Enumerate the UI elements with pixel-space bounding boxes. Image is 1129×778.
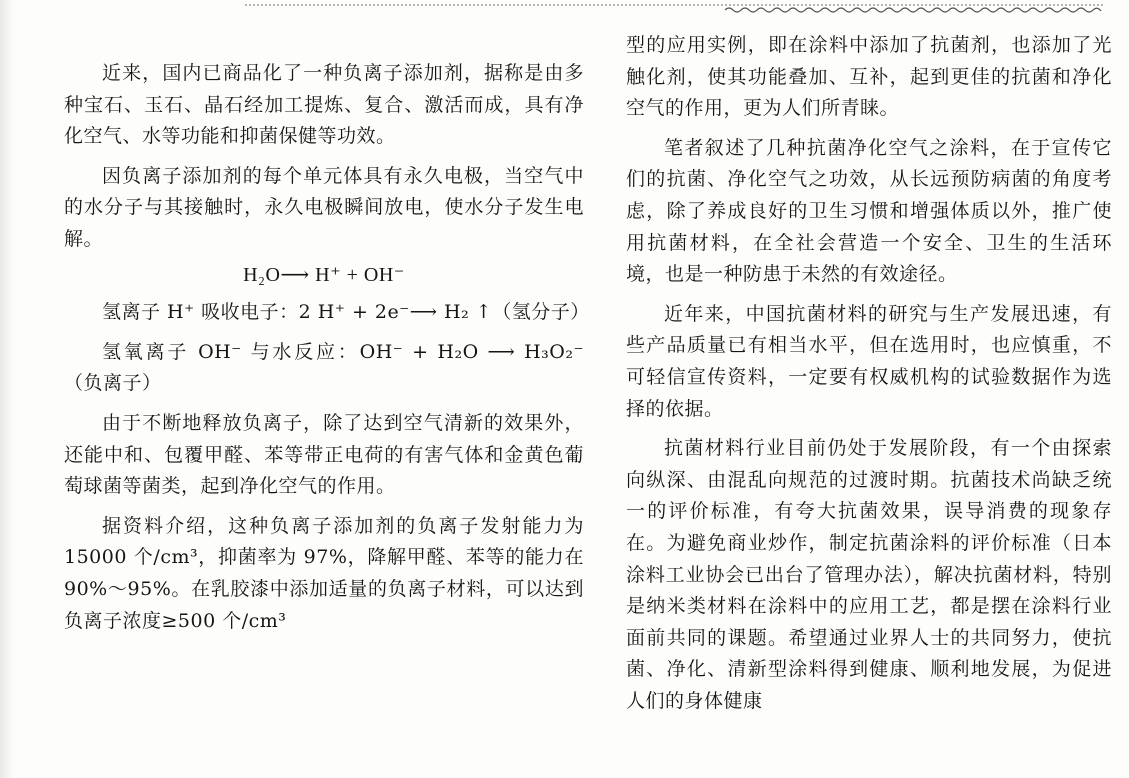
left-paragraph-4: 据资料介绍，这种负离子添加剂的负离子发射能力为 15000 个/cm³，抑菌率为 97%，降解甲醛、苯等的能力在 90%～95%。在乳胶漆中添加适量的负离子材料，可以达到负离子浓度≥500 个/cm³ — [64, 514, 584, 632]
left-paragraph-1: 近来，国内已商品化了一种负离子添加剂，据称是由多种宝石、玉石、晶石经加工提炼、复合、激活而成，具有净化空气、水等功能和抑菌保健等功效。 — [64, 62, 584, 148]
left-text-column — [64, 58, 590, 637]
left-paragraph-hydrogen-ion: 氢离子 H⁺ 吸收电子：2 H⁺ + 2e⁻⟶ H₂ ↑（氢分子） — [102, 301, 590, 324]
left-paragraph-hydroxide-ion: 氢氧离子 OH⁻ 与水反应：OH⁻ + H₂O ⟶ H₃O₂⁻（负离子） — [64, 340, 584, 395]
left-paragraph-3: 由于不断地释放负离子，除了达到空气清新的效果外，还能中和、包覆甲醛、苯等带正电荷的有害气体和金黄色葡萄球菌等菌类，起到净化空气的作用。 — [64, 411, 584, 498]
right-paragraph-4: 抗菌材料行业目前仍处于发展阶段，有一个由探索向纵深、由混乱向规范的过渡时期。抗菌技术尚缺乏统一的评价标准，有夸大抗菌效果，误导消费的现象存在。为避免商业炒作，制定抗菌涂料的评价标准（日本涂料工业协会已出台了管理办法），解决抗菌材料，特别是纳米类材料在涂料中的应用工艺，都是摆在涂料行业面前共同的课题。希望通过业界人士的共同努力，使抗菌、净化、清新型涂料得到健康、顺利地发展，为促进人们的身体健康 — [626, 437, 1112, 712]
top-decorative-border — [245, 2, 1105, 16]
right-paragraph-2: 笔者叙述了几种抗菌净化空气之涂料，在于宣传它们的抗菌、净化空气之功效，从长远预防病菌的角度考虑，除了养成良好的卫生习惯和增强体质以外，推广使用抗菌材料，在全社会营造一个安全、卫生的生活环境，也是一种防患于未然的有效途径。 — [626, 136, 1112, 286]
page-edge-shadow — [0, 0, 14, 778]
right-paragraph-3: 近年来，中国抗菌材料的研究与生产发展迅速，有些产品质量已有相当水平，但在选用时，也应慎重，不可轻信宣传资料，一定要有权威机构的试验数据作为选择的依据。 — [626, 302, 1112, 420]
left-paragraph-2: 因负离子添加剂的每个单元体具有永久电极，当空气中的水分子与其接触时，永久电极瞬间放电，使水分子发生电解。 — [64, 164, 584, 250]
equation-water-ionization: H₂O⟶ H⁺ + OH⁻ — [243, 263, 405, 286]
right-paragraph-1: 型的应用实例，即在涂料中添加了抗菌剂，也添加了光触化剂，使其功能叠加、互补，起到更佳的抗菌和净化空气的作用，更为人们所青睐。 — [626, 34, 1112, 120]
right-text-column — [626, 30, 1112, 717]
